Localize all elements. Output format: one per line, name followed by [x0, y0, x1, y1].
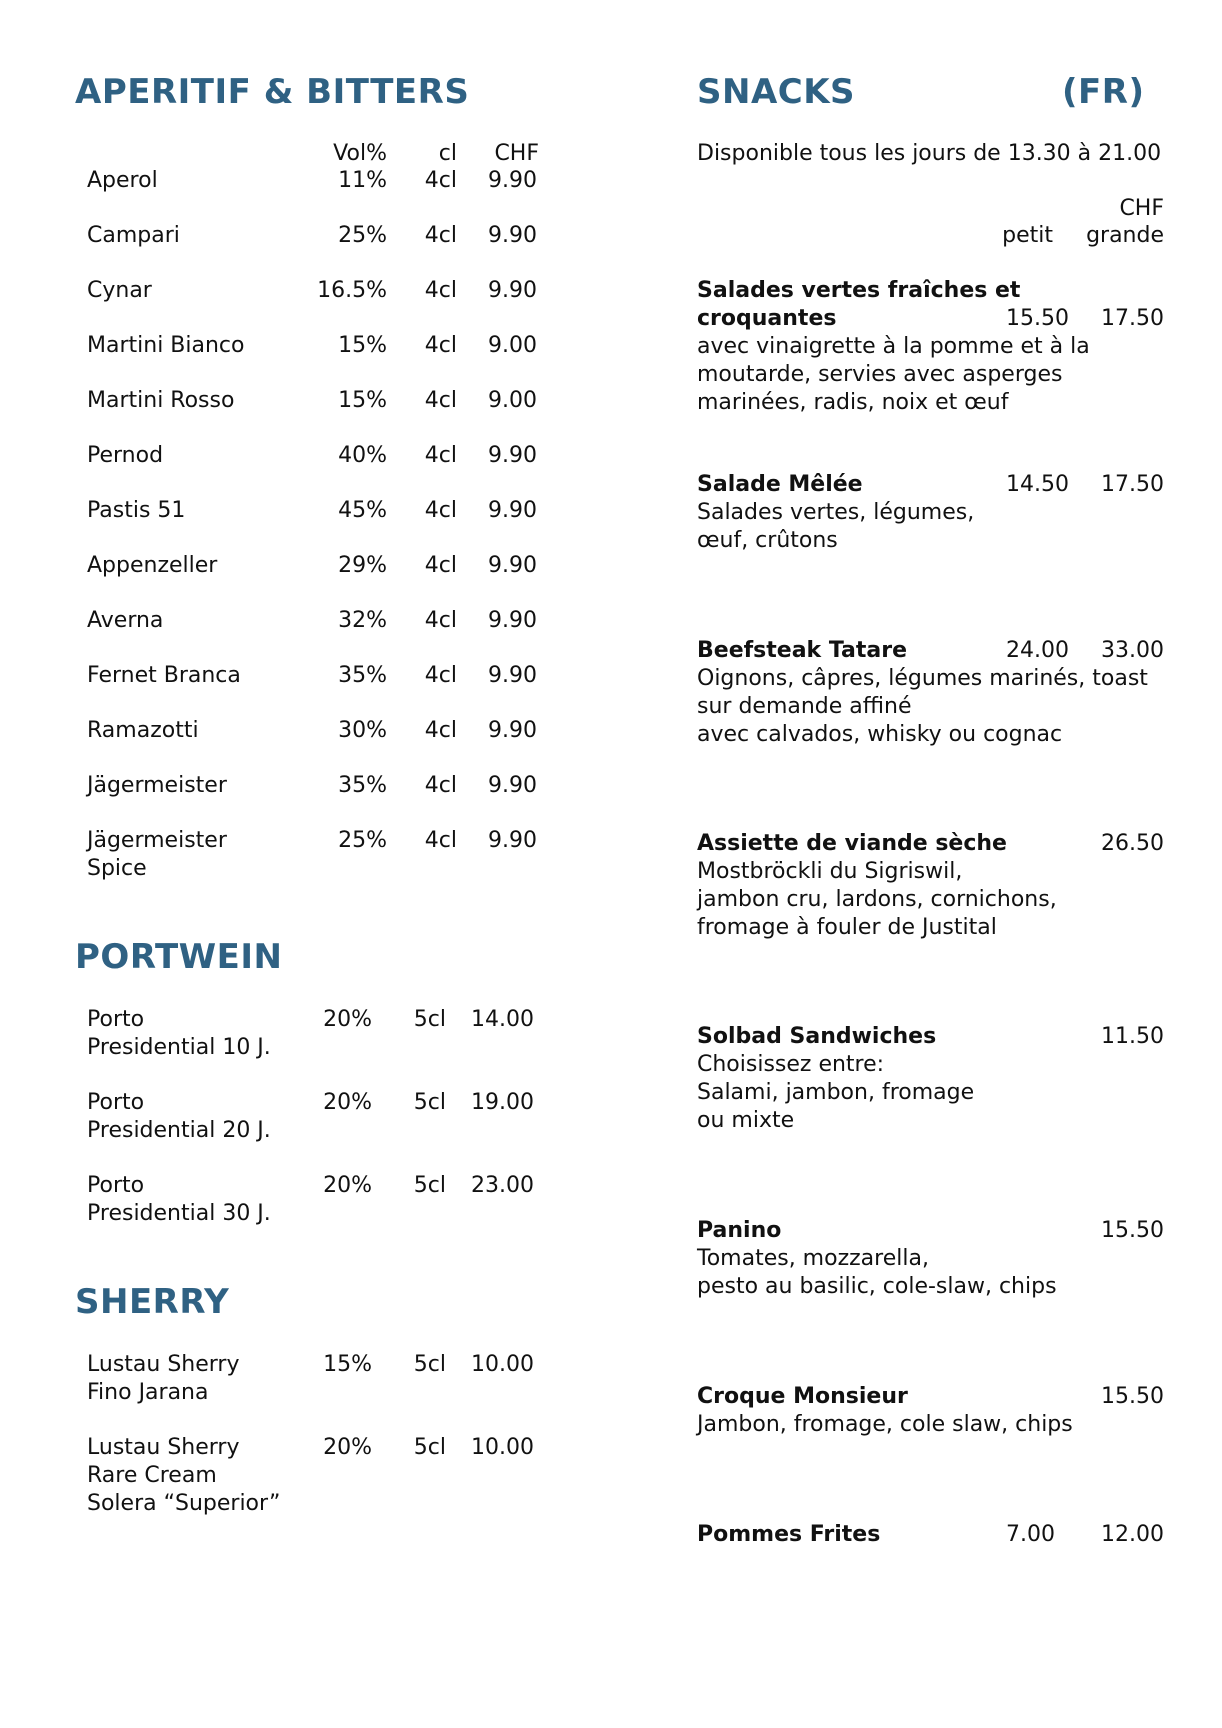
item-name-line-1: Porto — [87, 1090, 145, 1115]
item-vol: 15% — [338, 388, 387, 413]
item-name: Appenzeller — [87, 553, 218, 578]
item-price: 9.90 — [488, 443, 537, 468]
petit-header: petit — [1002, 223, 1053, 248]
item-vol: 15% — [323, 1352, 372, 1377]
item-name: Salade Mêlée — [697, 472, 863, 497]
item-name: Averna — [87, 608, 164, 633]
item-price-petit: 14.50 — [1006, 472, 1069, 497]
item-name-line-2: Presidential 20 J. — [87, 1118, 271, 1143]
item-vol: 40% — [338, 443, 387, 468]
item-name-line-2: croquantes — [697, 306, 837, 331]
description-line: œuf, crûtons — [697, 528, 838, 553]
item-price: 19.00 — [471, 1090, 534, 1115]
item-price: 9.90 — [488, 223, 537, 248]
description-line: avec vinaigrette à la pomme et à la — [697, 334, 1090, 359]
item-cl: 5cl — [413, 1435, 446, 1460]
description-line: avec calvados, whisky ou cognac — [697, 722, 1063, 747]
item-cl: 4cl — [424, 443, 457, 468]
grande-header: grande — [1086, 223, 1164, 248]
item-cl: 4cl — [424, 608, 457, 633]
cl-header: cl — [438, 141, 457, 166]
item-price: 9.90 — [488, 168, 537, 193]
item-cl: 4cl — [424, 333, 457, 358]
item-vol: 30% — [338, 718, 387, 743]
item-vol: 16.5% — [317, 278, 387, 303]
item-price: 23.00 — [471, 1173, 534, 1198]
item-name: Assiette de viande sèche — [697, 831, 1007, 856]
item-vol: 20% — [323, 1435, 372, 1460]
item-name-line-1: Jägermeister — [87, 828, 227, 853]
item-cl: 4cl — [424, 278, 457, 303]
language-label: (FR) — [1062, 72, 1145, 112]
item-name: Cynar — [87, 278, 152, 303]
item-price: 9.90 — [488, 608, 537, 633]
item-vol: 35% — [338, 773, 387, 798]
item-name: Pastis 51 — [87, 498, 186, 523]
item-name: Croque Monsieur — [697, 1384, 908, 1409]
item-cl: 4cl — [424, 168, 457, 193]
item-name-line-2: Presidential 30 J. — [87, 1201, 271, 1226]
description-line: ou mixte — [697, 1108, 795, 1133]
item-name: Solbad Sandwiches — [697, 1024, 937, 1049]
item-name: Jägermeister — [87, 773, 227, 798]
item-name-line-2: Rare Cream — [87, 1463, 217, 1488]
description-line: Jambon, fromage, cole slaw, chips — [697, 1412, 1073, 1437]
item-name-line-3: Solera “Superior” — [87, 1491, 281, 1516]
item-name-line-1: Lustau Sherry — [87, 1352, 240, 1377]
item-name-line-1: Lustau Sherry — [87, 1435, 240, 1460]
item-price: 9.90 — [488, 498, 537, 523]
item-description — [697, 333, 1090, 417]
item-cl: 4cl — [424, 718, 457, 743]
item-cl: 5cl — [413, 1352, 446, 1377]
item-cl: 4cl — [424, 223, 457, 248]
item-cl: 4cl — [424, 388, 457, 413]
item-price: 10.00 — [471, 1352, 534, 1377]
item-price: 26.50 — [1101, 831, 1164, 856]
item-price-petit: 24.00 — [1006, 638, 1069, 663]
item-price-grande: 17.50 — [1101, 306, 1164, 331]
item-price: 9.90 — [488, 718, 537, 743]
item-price-grande: 33.00 — [1101, 638, 1164, 663]
item-price-grande: 17.50 — [1101, 472, 1164, 497]
item-cl: 4cl — [424, 828, 457, 853]
item-name-line-2: Spice — [87, 856, 147, 881]
chf-header: CHF — [1119, 196, 1164, 221]
item-vol: 11% — [338, 168, 387, 193]
item-price: 9.00 — [488, 388, 537, 413]
item-name-line-1: Salades vertes fraîches et — [697, 278, 1021, 303]
description-line: marinées, radis, noix et œuf — [697, 390, 1009, 415]
item-name-line-2: Fino Jarana — [87, 1380, 209, 1405]
item-cl: 5cl — [413, 1007, 446, 1032]
description-line: Salami, jambon, fromage — [697, 1080, 975, 1105]
item-description — [697, 858, 1057, 942]
item-price: 9.90 — [488, 553, 537, 578]
description-line: Salades vertes, légumes, — [697, 500, 975, 525]
item-vol: 20% — [323, 1007, 372, 1032]
availability-note: Disponible tous les jours de 13.30 à 21.00 — [697, 141, 1162, 166]
item-price: 9.90 — [488, 663, 537, 688]
item-price: 15.50 — [1101, 1384, 1164, 1409]
item-name-line-1: Porto — [87, 1007, 145, 1032]
item-price: 9.00 — [488, 333, 537, 358]
item-name: Beefsteak Tatare — [697, 638, 907, 663]
snacks-heading: SNACKS — [697, 72, 856, 112]
item-name-line-1: Porto — [87, 1173, 145, 1198]
vol-header: Vol% — [333, 141, 387, 166]
aperitif-heading: APERITIF & BITTERS — [75, 72, 470, 112]
item-vol: 20% — [323, 1173, 372, 1198]
item-name: Ramazotti — [87, 718, 199, 743]
description-line: fromage à fouler de Justital — [697, 915, 997, 940]
item-cl: 4cl — [424, 553, 457, 578]
item-vol: 25% — [338, 828, 387, 853]
item-cl: 4cl — [424, 498, 457, 523]
item-name: Martini Rosso — [87, 388, 235, 413]
description-line: Mostbröckli du Sigriswil, — [697, 859, 963, 884]
item-price: 11.50 — [1101, 1024, 1164, 1049]
description-line: jambon cru, lardons, cornichons, — [697, 887, 1057, 912]
item-cl: 5cl — [413, 1173, 446, 1198]
item-description — [697, 499, 974, 555]
item-price-petit: 7.00 — [1006, 1522, 1055, 1547]
item-cl: 5cl — [413, 1090, 446, 1115]
item-description — [697, 1051, 974, 1135]
item-cl: 4cl — [424, 663, 457, 688]
item-vol: 25% — [338, 223, 387, 248]
sherry-heading: SHERRY — [75, 1282, 230, 1322]
item-vol: 35% — [338, 663, 387, 688]
item-price: 10.00 — [471, 1435, 534, 1460]
item-name: Martini Bianco — [87, 333, 245, 358]
item-name: Campari — [87, 223, 180, 248]
description-line: pesto au basilic, cole-slaw, chips — [697, 1274, 1057, 1299]
item-vol: 29% — [338, 553, 387, 578]
item-name-line-2: Presidential 10 J. — [87, 1035, 271, 1060]
item-name: Fernet Branca — [87, 663, 241, 688]
item-name: Pernod — [87, 443, 164, 468]
item-vol: 32% — [338, 608, 387, 633]
item-price: 9.90 — [488, 773, 537, 798]
portwein-heading: PORTWEIN — [75, 937, 283, 977]
description-line: sur demande affiné — [697, 694, 912, 719]
item-description — [697, 665, 1148, 749]
item-price-grande: 12.00 — [1101, 1522, 1164, 1547]
item-price-petit: 15.50 — [1006, 306, 1069, 331]
description-line: Tomates, mozzarella, — [697, 1246, 929, 1271]
item-description — [697, 1245, 1057, 1301]
item-name: Pommes Frites — [697, 1522, 881, 1547]
item-name: Panino — [697, 1218, 782, 1243]
item-price: 14.00 — [471, 1007, 534, 1032]
item-price: 15.50 — [1101, 1218, 1164, 1243]
description-line: Oignons, câpres, légumes marinés, toast — [697, 666, 1148, 691]
description-line: Choisissez entre: — [697, 1052, 885, 1077]
description-line: moutarde, servies avec asperges — [697, 362, 1063, 387]
item-price: 9.90 — [488, 278, 537, 303]
item-name: Aperol — [87, 168, 158, 193]
item-vol: 45% — [338, 498, 387, 523]
item-vol: 20% — [323, 1090, 372, 1115]
item-vol: 15% — [338, 333, 387, 358]
item-description — [697, 1411, 1073, 1439]
chf-header: CHF — [494, 141, 539, 166]
item-price: 9.90 — [488, 828, 537, 853]
item-cl: 4cl — [424, 773, 457, 798]
